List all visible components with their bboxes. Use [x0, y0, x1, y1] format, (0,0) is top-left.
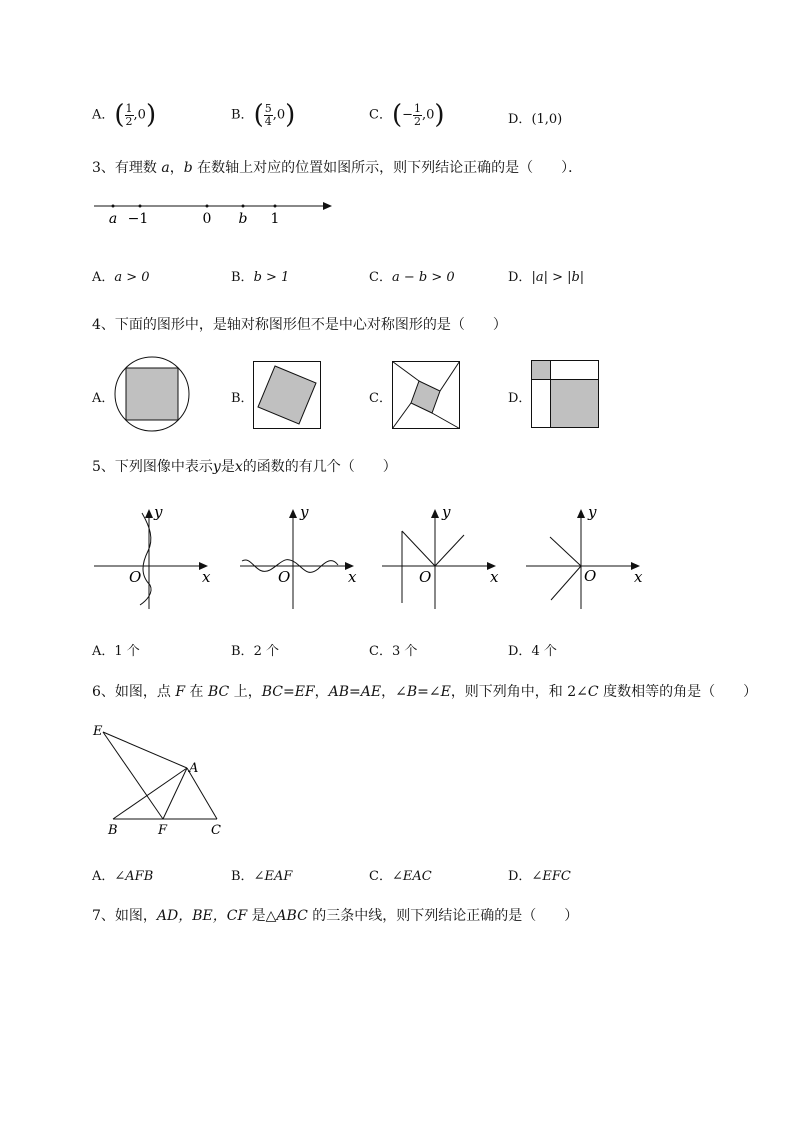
point-label-a: A [189, 761, 199, 776]
q6-option-b [231, 865, 292, 884]
q5-option-c [369, 640, 417, 659]
denominator: 2 [414, 114, 422, 128]
question-5-text [92, 456, 397, 476]
point-label-e: E [93, 724, 103, 739]
text-part: ， [381, 684, 396, 700]
condition-2: AB=AE [328, 684, 382, 700]
option-letter: C． [369, 869, 392, 884]
question-7-text [92, 905, 578, 925]
text-part: 3、有理数 [92, 160, 162, 176]
question-4-text: 4、下面的图形中，是轴对称图形但不是中心对称图形的是（ ） [92, 317, 507, 333]
option-letter: D． [508, 112, 532, 127]
q4-option-b-label: B． [231, 391, 254, 406]
q6-option-d [508, 865, 571, 884]
option-text: ∠EAC [391, 869, 432, 884]
option-text: a > 0 [114, 270, 150, 285]
axis-x-label: x [348, 568, 357, 586]
point-label-f: F [158, 823, 168, 838]
numerator: 1 [414, 101, 422, 115]
axis-x-label: x [202, 568, 211, 586]
coord-tail: ,0 [272, 107, 286, 123]
option-text: a − b > 0 [391, 270, 455, 285]
option-text: b > 1 [253, 270, 290, 285]
denominator: 2 [125, 114, 133, 128]
minus-sign: − [402, 107, 414, 123]
q4-figure-d [531, 360, 599, 428]
fraction [264, 103, 273, 128]
option-letter: A． [92, 107, 115, 123]
var-x: x [234, 459, 243, 475]
text-part: ， [169, 160, 184, 176]
q4-option-a-label: A． [92, 391, 115, 406]
text-part: 5、下列图像中表示 [92, 459, 213, 475]
axis-y-label: y [442, 503, 451, 521]
question-3-text [92, 157, 582, 177]
option-letter: B． [231, 644, 254, 659]
text-part: 是 [220, 459, 235, 475]
tick-label-a: a [108, 211, 118, 227]
triangle-name: ABC [276, 908, 308, 924]
var-c: C [587, 684, 599, 700]
q2-option-c: C．(− $\frac{1}{2}$ ,0) [369, 100, 445, 130]
var-a: a [161, 160, 170, 176]
var-bc: BC [207, 684, 230, 700]
tick-label-1: 1 [270, 211, 280, 227]
option-letter: C． [369, 270, 392, 285]
numerator: 1 [125, 101, 133, 115]
option-text: ∠AFB [114, 869, 154, 884]
q5-graph-1 [92, 505, 222, 615]
coord-tail: ,0 [422, 107, 435, 123]
option-letter: A． [92, 869, 115, 884]
option-letter: C． [369, 107, 392, 123]
tick-label-0: 0 [202, 211, 212, 227]
origin-label: O [584, 567, 597, 585]
var-f: F [175, 684, 186, 700]
q5-graph-4 [524, 505, 654, 615]
denominator: 4 [264, 114, 272, 128]
text-part: 是△ [247, 908, 277, 924]
option-letter: D． [508, 644, 532, 659]
option-letter: B． [231, 107, 254, 123]
var-y: y [212, 459, 221, 475]
option-text: 4 个 [531, 644, 557, 659]
q5-graph-2 [238, 505, 368, 615]
number-line [90, 195, 350, 235]
option-letter: B． [231, 869, 254, 884]
median-segments: AD，BE，CF [156, 908, 248, 924]
axis-y-label: y [588, 503, 597, 521]
option-text: ∠EFC [531, 869, 571, 884]
text-part: 上， [229, 684, 262, 700]
option-letter: C． [369, 644, 392, 659]
option-letter: D． [508, 869, 532, 884]
option-text: 1 个 [114, 644, 140, 659]
text-part: ，则下列角中，和 2∠ [450, 684, 588, 700]
option-letter: A． [92, 644, 115, 659]
q6-option-c [369, 865, 432, 884]
coord-tail: ,0 [133, 107, 146, 123]
text-part: 6、如图，点 [92, 684, 176, 700]
tick-label-neg1: −1 [127, 211, 149, 227]
q2-option-a: A．( $\frac{1}{2}$ ,0) [92, 100, 157, 130]
origin-label: O [419, 568, 432, 586]
q3-option-b [231, 266, 289, 285]
axis-x-label: x [490, 568, 499, 586]
option-text: ∠EAF [253, 869, 293, 884]
option-text: 2 个 [253, 644, 279, 659]
option-text: |a| > |b| [531, 270, 585, 285]
text-part: ， [314, 684, 329, 700]
option-text: 3 个 [391, 644, 418, 659]
q2-option-b: B．( $\frac{5}{4}$ ,0) [231, 100, 296, 130]
q5-option-b [231, 640, 279, 659]
q4-figure-c [392, 361, 460, 429]
text-part: 的三条中线，则下列结论正确的是（ ） [307, 908, 579, 924]
tick-label-b: b [238, 211, 248, 227]
q3-option-d [508, 266, 584, 285]
option-letter: B． [231, 270, 254, 285]
q3-option-c [369, 266, 455, 285]
origin-label: O [129, 568, 142, 586]
text-part: 在 [185, 684, 208, 700]
text-part: 7、如图， [92, 908, 157, 924]
q2-option-d [508, 108, 562, 127]
q6-option-a [92, 865, 153, 884]
axis-x-label: x [634, 568, 643, 586]
axis-y-label: y [154, 503, 163, 521]
q5-option-d [508, 640, 557, 659]
q4-figure-a [114, 356, 190, 432]
question-6-text [92, 681, 757, 701]
condition-3: ∠B=∠E [395, 684, 451, 700]
numerator: 5 [264, 101, 272, 115]
q4-option-c-label: C． [369, 391, 392, 406]
option-text: (1,0) [531, 112, 563, 127]
point-label-b: B [108, 823, 118, 838]
option-letter: A． [92, 270, 115, 285]
q4-option-d-label: D． [508, 391, 532, 406]
condition-1: BC=EF [261, 684, 315, 700]
q6-triangle-figure [90, 720, 230, 845]
fraction [413, 103, 422, 128]
q4-figure-b [253, 361, 321, 429]
origin-label: O [278, 568, 291, 586]
text-part: 在数轴上对应的位置如图所示，则下列结论正确的是（ ）． [192, 160, 583, 176]
q5-graph-3 [380, 505, 510, 615]
q5-option-a [92, 640, 140, 659]
text-part: 的函数的有几个（ ） [242, 459, 397, 475]
var-b: b [183, 160, 193, 176]
fraction [125, 103, 134, 128]
point-label-c: C [211, 823, 221, 838]
q3-option-a [92, 266, 150, 285]
axis-y-label: y [300, 503, 309, 521]
option-letter: D． [508, 270, 532, 285]
text-part: 度数相等的角是（ ） [598, 684, 758, 700]
